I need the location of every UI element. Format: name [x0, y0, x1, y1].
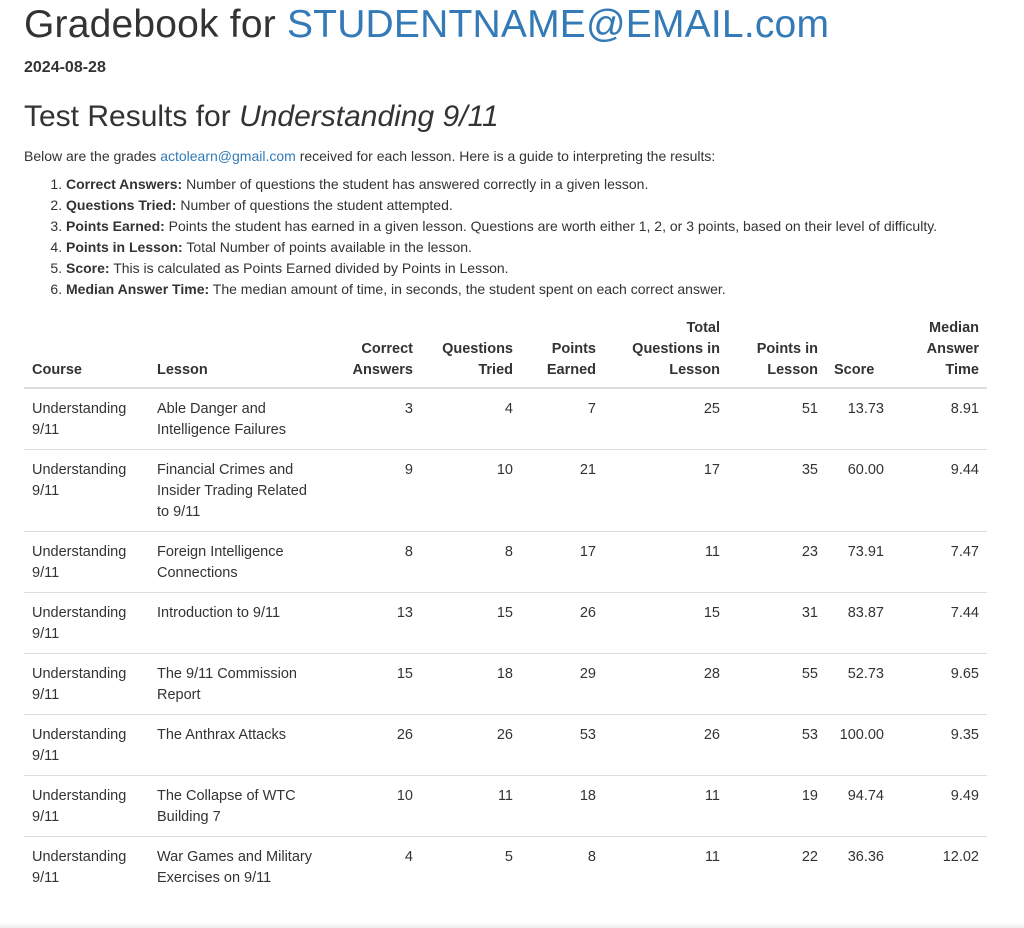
intro-before: Below are the grades	[24, 148, 161, 164]
table-row	[24, 654, 987, 715]
cell-course: Understanding 9/11	[32, 401, 127, 438]
guide-item	[66, 279, 966, 300]
cell-points-in-lesson: 35	[728, 450, 826, 532]
guide-term: Correct Answers:	[66, 176, 183, 192]
cell-points-in-lesson: 51	[801, 401, 818, 417]
cell-score: 52.73	[826, 654, 892, 715]
guide-desc: The median amount of time, in seconds, the student spent on each correct answer.	[209, 281, 726, 297]
cell-score: 36.36	[826, 837, 892, 898]
cell-course: Understanding 9/11	[24, 715, 149, 776]
cell-course: Understanding 9/11	[24, 450, 149, 532]
cell-lesson: The 9/11 Commission Report	[149, 654, 327, 715]
report-date: 2024-08-28	[24, 59, 106, 76]
table-row	[24, 593, 987, 654]
guide-list	[24, 174, 966, 300]
guide-term: Points in Lesson:	[66, 239, 183, 255]
header-score: Score	[826, 318, 892, 388]
guide-desc: Total Number of points available in the lesson.	[182, 239, 472, 255]
header-total-questions: Total Questions in Lesson	[604, 318, 728, 388]
header-points-in-lesson: Points in Lesson	[728, 318, 826, 388]
cell-course: Understanding 9/11	[24, 654, 149, 715]
cell-correct-answers: 8	[327, 532, 421, 593]
cell-lesson: The Collapse of WTC Building 7	[149, 776, 327, 837]
table-row	[24, 776, 987, 837]
cell-correct-answers: 3	[404, 401, 413, 417]
cell-questions-tried: 8	[421, 532, 521, 593]
cell-lesson: Introduction to 9/11	[149, 593, 327, 654]
intro-text	[24, 146, 1000, 166]
cell-questions-tried: 11	[421, 776, 521, 837]
cell-lesson: War Games and Military Exercises on 9/11	[149, 837, 327, 898]
cell-total-questions: 11	[604, 776, 728, 837]
table-row	[24, 450, 987, 532]
cell-course: Understanding 9/11	[24, 837, 149, 898]
table-row	[24, 532, 987, 593]
table-row	[24, 715, 987, 776]
window-bottom-edge	[0, 922, 1024, 928]
grades-table	[24, 318, 987, 897]
cell-total-questions: 28	[604, 654, 728, 715]
cell-total-questions: 25	[703, 401, 720, 417]
cell-points-earned: 8	[521, 837, 604, 898]
section-title	[24, 99, 1000, 135]
cell-median-answer-time: 9.49	[892, 776, 987, 837]
cell-course: Understanding 9/11	[24, 776, 149, 837]
cell-points-in-lesson: 55	[728, 654, 826, 715]
cell-median-answer-time: 12.02	[892, 837, 987, 898]
cell-score: 73.91	[826, 532, 892, 593]
header-course: Course	[24, 318, 149, 388]
guide-term: Points Earned:	[66, 218, 165, 234]
cell-correct-answers: 26	[327, 715, 421, 776]
header-points-earned: Points Earned	[521, 318, 604, 388]
cell-correct-answers: 15	[327, 654, 421, 715]
cell-total-questions: 26	[604, 715, 728, 776]
cell-total-questions: 11	[604, 532, 728, 593]
cell-total-questions: 15	[604, 593, 728, 654]
cell-points-earned: 18	[521, 776, 604, 837]
cell-score: 13.73	[847, 401, 884, 417]
cell-correct-answers: 9	[327, 450, 421, 532]
cell-questions-tried: 5	[421, 837, 521, 898]
cell-correct-answers: 13	[327, 593, 421, 654]
table-header	[24, 318, 987, 388]
cell-score: 94.74	[826, 776, 892, 837]
guide-item	[66, 216, 966, 237]
cell-course: Understanding 9/11	[24, 532, 149, 593]
guide-desc: Number of questions the student attempted.	[176, 197, 453, 213]
cell-questions-tried: 26	[421, 715, 521, 776]
cell-course: Understanding 9/11	[24, 593, 149, 654]
guide-item	[66, 237, 966, 258]
intro-email-link[interactable]: actolearn@gmail.com	[160, 148, 296, 164]
cell-total-questions: 17	[604, 450, 728, 532]
guide-term: Questions Tried:	[66, 197, 177, 213]
guide-desc: Number of questions the student has answered correctly in a given lesson.	[182, 176, 649, 192]
guide-term: Score:	[66, 260, 110, 276]
table-row	[24, 837, 987, 898]
table-body	[24, 388, 987, 897]
cell-questions-tried: 4	[504, 401, 513, 417]
header-lesson: Lesson	[149, 318, 327, 388]
cell-score: 83.87	[826, 593, 892, 654]
guide-item	[66, 195, 966, 216]
cell-correct-answers: 4	[327, 837, 421, 898]
cell-score: 60.00	[826, 450, 892, 532]
cell-questions-tried: 18	[421, 654, 521, 715]
page-title	[24, 0, 1000, 48]
cell-median-answer-time: 9.35	[892, 715, 987, 776]
cell-points-in-lesson: 53	[728, 715, 826, 776]
cell-points-earned: 53	[521, 715, 604, 776]
cell-points-earned: 17	[521, 532, 604, 593]
header-median-answer-time: Median Answer Time	[892, 318, 987, 388]
header-correct-answers: Correct Answers	[327, 318, 421, 388]
table-row	[24, 388, 987, 450]
cell-lesson: Financial Crimes and Insider Trading Related to 9/11	[149, 450, 327, 532]
student-email-link[interactable]: STUDENTNAME@EMAIL.com	[286, 3, 830, 46]
guide-desc: Points the student has earned in a given lesson. Questions are worth either 1, 2, or 3 points, based on their level of difficulty.	[164, 218, 938, 234]
course-name: Understanding 9/11	[239, 100, 499, 133]
header-questions-tried: Questions Tried	[421, 318, 521, 388]
cell-median-answer-time: 9.65	[892, 654, 987, 715]
cell-lesson: Foreign Intelligence Connections	[149, 532, 327, 593]
cell-median-answer-time: 9.44	[892, 450, 987, 532]
cell-total-questions: 11	[604, 837, 728, 898]
intro-after: received for each lesson. Here is a guide to interpreting the results:	[295, 148, 716, 164]
guide-item	[66, 258, 966, 279]
cell-points-earned: 7	[587, 401, 596, 417]
cell-points-in-lesson: 19	[728, 776, 826, 837]
guide-desc: This is calculated as Points Earned divided by Points in Lesson.	[109, 260, 509, 276]
cell-points-earned: 26	[521, 593, 604, 654]
cell-questions-tried: 15	[421, 593, 521, 654]
cell-points-in-lesson: 22	[728, 837, 826, 898]
page-title-prefix: Gradebook for	[24, 3, 287, 46]
cell-points-earned: 29	[521, 654, 604, 715]
cell-points-in-lesson: 31	[728, 593, 826, 654]
cell-points-in-lesson: 23	[728, 532, 826, 593]
cell-questions-tried: 10	[421, 450, 521, 532]
cell-score: 100.00	[826, 715, 892, 776]
section-title-prefix: Test Results for	[24, 100, 240, 133]
guide-term: Median Answer Time:	[66, 281, 210, 297]
cell-median-answer-time: 8.91	[950, 401, 979, 417]
cell-median-answer-time: 7.44	[892, 593, 987, 654]
cell-points-earned: 21	[521, 450, 604, 532]
cell-correct-answers: 10	[327, 776, 421, 837]
cell-lesson: The Anthrax Attacks	[149, 715, 327, 776]
cell-median-answer-time: 7.47	[892, 532, 987, 593]
guide-item	[66, 174, 966, 195]
cell-lesson: Able Danger and Intelligence Failures	[157, 401, 286, 438]
